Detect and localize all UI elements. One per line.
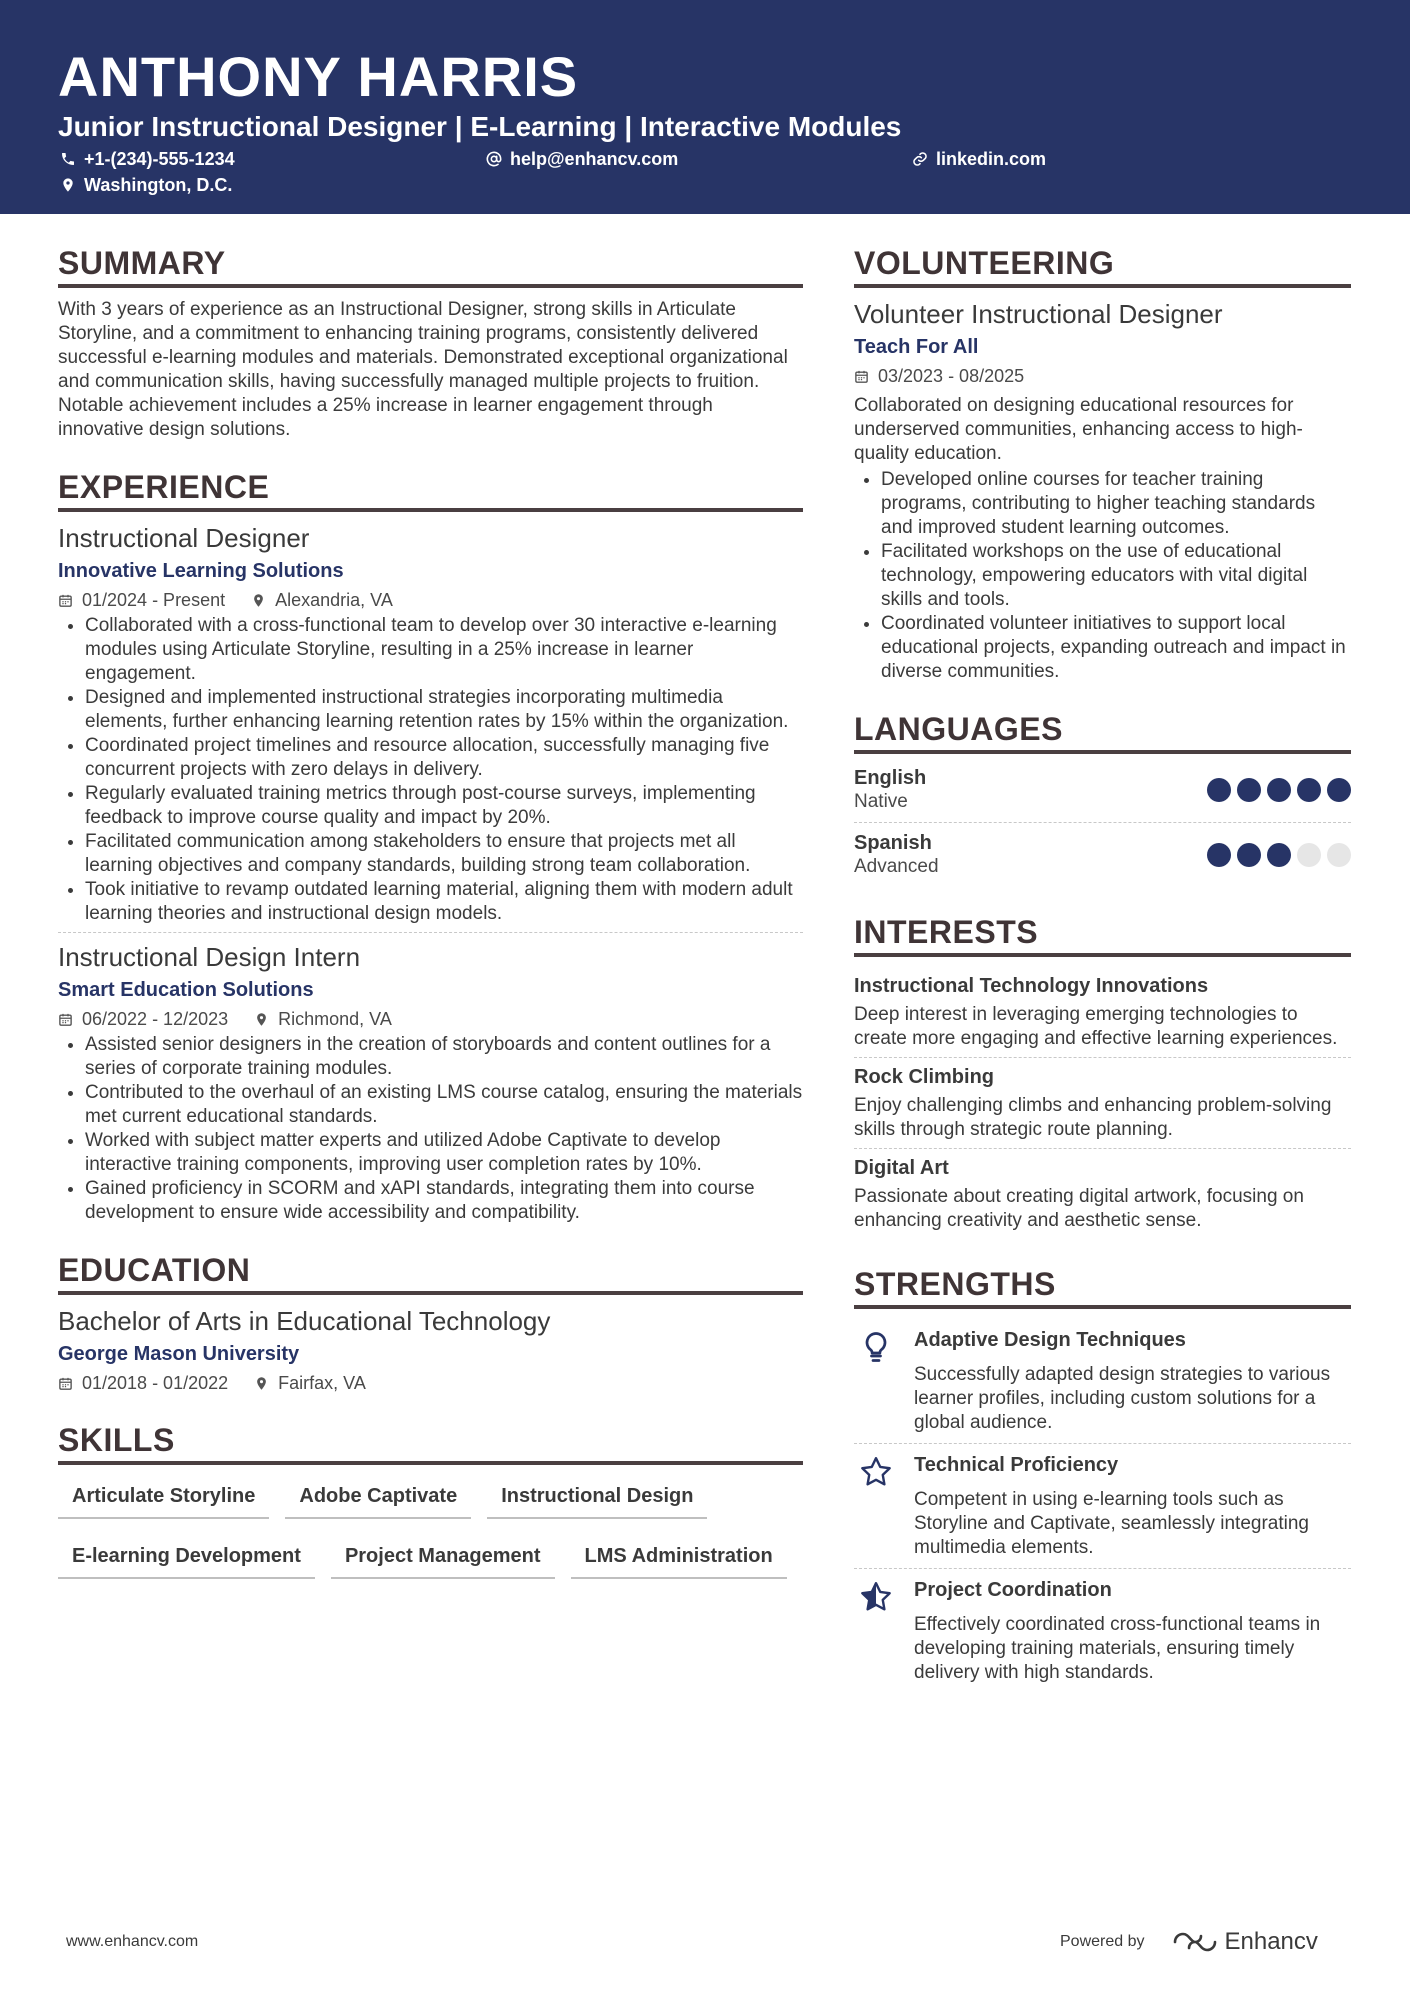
- summary-heading: SUMMARY: [58, 244, 803, 288]
- education-meta: [58, 1371, 803, 1395]
- degree-title: Bachelor of Arts in Educational Technology: [58, 1306, 551, 1336]
- company-name: Smart Education Solutions: [58, 979, 314, 1001]
- interest-item: [854, 967, 1351, 1057]
- strength-description: Competent in using e-learning tools such as Storyline and Captivate, seamlessly integrating multimedia elements.: [914, 1489, 1309, 1558]
- location-pin-icon: [60, 177, 76, 193]
- skill-tag: Instructional Design: [487, 1475, 707, 1519]
- language-row: [854, 822, 1351, 887]
- rating-dot-empty: [1297, 843, 1321, 867]
- summary-text: With 3 years of experience as an Instructional Designer, strong skills in Articulate Storyline, and a commitment to enhancing training programs, consistently delivered successful e-learning modules and materials. Demonstrated exceptional organizational and communication skills, having successfully managed multiple projects to fruition. Notable achievement includes a 25% increase in learner engagement through innovative design solutions.: [58, 299, 788, 440]
- left-column: [58, 244, 803, 1621]
- rating-dot-filled: [1267, 778, 1291, 802]
- contact-email[interactable]: [486, 148, 678, 170]
- job-bullet: • Assisted senior designers in the creation of storyboards and content outlines for a series of corporate training modules.: [85, 1033, 803, 1081]
- strength-icon-wrap: [854, 1577, 914, 1685]
- education-location: [254, 1371, 366, 1395]
- powered-by-text: Powered by: [1060, 1933, 1145, 1950]
- volunteer-bullet: • Developed online courses for teacher training programs, contributing to higher teaching standards and improved student learning outcomes.: [881, 468, 1351, 540]
- job-location: [254, 1007, 392, 1031]
- strength-item: [854, 1319, 1351, 1443]
- lightbulb-icon: [858, 1329, 894, 1365]
- volunteer-bullet: • Facilitated workshops on the use of educational technology, empowering educators with vital digital skills and tools.: [881, 540, 1351, 612]
- strength-description: Effectively coordinated cross-functional teams in developing training materials, ensuring timely delivery with high standards.: [914, 1614, 1321, 1683]
- interests-section: [854, 913, 1351, 1239]
- job-bullet: • Regularly evaluated training metrics through post-course surveys, implementing feedback to improve course quality and impact by 20%.: [85, 782, 803, 830]
- job-location: [251, 588, 393, 612]
- strengths-heading: STRENGTHS: [854, 1265, 1351, 1309]
- job-bullet: • Contributed to the overhaul of an existing LMS course catalog, ensuring the materials met current educational standards.: [85, 1081, 803, 1129]
- job-title: Instructional Design Intern: [58, 942, 361, 972]
- interest-description: Passionate about creating digital artwork, focusing on enhancing creativity and aesthetic sense.: [854, 1186, 1304, 1231]
- experience-section: [58, 468, 803, 1225]
- strength-icon-wrap: [854, 1452, 914, 1560]
- volunteer-description: Collaborated on designing educational resources for underserved communities, enhancing access to high-quality education.: [854, 395, 1303, 464]
- strengths-section: [854, 1265, 1351, 1693]
- resume-header: [0, 0, 1410, 214]
- volunteering-section: [854, 244, 1351, 684]
- calendar-icon: [58, 593, 73, 608]
- language-rating: [1201, 843, 1351, 867]
- job-dates-text: 01/2024 - Present: [82, 590, 226, 610]
- experience-heading: EXPERIENCE: [58, 468, 803, 512]
- skill-tag: Articulate Storyline: [58, 1475, 269, 1519]
- email-text: help@enhancv.com: [510, 149, 679, 169]
- strength-title: Adaptive Design Techniques: [914, 1329, 1186, 1351]
- interest-title: Digital Art: [854, 1157, 949, 1179]
- job-bullet: • Took initiative to revamp outdated learning material, aligning them with modern adult learning theories and instructional design models.: [85, 878, 803, 926]
- skill-tag: Adobe Captivate: [285, 1475, 471, 1519]
- rating-dot-filled: [1237, 843, 1261, 867]
- rating-dot-filled: [1237, 778, 1261, 802]
- contact-location: [60, 174, 232, 196]
- strength-item: [854, 1568, 1351, 1693]
- education-heading: EDUCATION: [58, 1251, 803, 1295]
- skill-tag: E-learning Development: [58, 1535, 315, 1579]
- location-pin-icon: [254, 1012, 269, 1027]
- job-meta: [58, 1007, 803, 1031]
- job-bullet: • Coordinated project timelines and resource allocation, successfully managing five concurrent projects with zero delays in delivery.: [85, 734, 803, 782]
- link-icon: [912, 151, 928, 167]
- job-bullet: • Gained proficiency in SCORM and xAPI standards, integrating them into course development to ensure wide accessibility and compatibility.: [85, 1177, 803, 1225]
- candidate-tagline: Junior Instructional Designer | E-Learning | Interactive Modules: [58, 111, 902, 142]
- company-name: Innovative Learning Solutions: [58, 560, 344, 582]
- job-bullet: • Facilitated communication among stakeholders to ensure that projects met all learning objectives and company standards, building strong team collaboration.: [85, 830, 803, 878]
- location-text: Washington, D.C.: [84, 175, 233, 195]
- job-dates: [58, 1007, 228, 1031]
- language-level: Native: [854, 791, 908, 812]
- candidate-name: ANTHONY HARRIS: [58, 45, 579, 108]
- skills-section: [58, 1421, 803, 1595]
- brand-logo[interactable]: [1171, 1928, 1318, 1956]
- volunteer-dates-text: 03/2023 - 08/2025: [878, 366, 1025, 386]
- job-bullet: • Collaborated with a cross-functional team to develop over 30 interactive e-learning modules using Articulate Storyline, resulting in a 25% increase in learner engagement.: [85, 614, 803, 686]
- interest-title: Rock Climbing: [854, 1066, 995, 1088]
- footer-branding: [1060, 1928, 1318, 1956]
- interest-description: Enjoy challenging climbs and enhancing problem-solving skills through strategic route planning.: [854, 1095, 1332, 1140]
- job-bullets: [58, 614, 803, 926]
- summary-section: [58, 244, 803, 442]
- location-pin-icon: [254, 1376, 269, 1391]
- star-half-icon: [858, 1579, 894, 1615]
- linkedin-text: linkedin.com: [936, 149, 1047, 169]
- calendar-icon: [58, 1012, 73, 1027]
- volunteer-org: Teach For All: [854, 336, 979, 358]
- strength-title: Technical Proficiency: [914, 1454, 1119, 1476]
- rating-dot-filled: [1207, 843, 1231, 867]
- languages-section: [854, 710, 1351, 887]
- strength-description: Successfully adapted design strategies to various learner profiles, including custom solutions for a global audience.: [914, 1364, 1331, 1433]
- calendar-icon: [854, 369, 869, 384]
- right-column: [854, 244, 1351, 1719]
- skill-tag: LMS Administration: [571, 1535, 787, 1579]
- contact-phone[interactable]: [60, 148, 235, 170]
- job-bullets: [58, 1033, 803, 1225]
- skills-heading: SKILLS: [58, 1421, 803, 1465]
- language-name: Spanish: [854, 832, 932, 854]
- phone-text: +1-(234)-555-1234: [84, 149, 235, 169]
- strength-title: Project Coordination: [914, 1579, 1112, 1601]
- job-location-text: Richmond, VA: [278, 1009, 392, 1029]
- rating-dot-filled: [1297, 778, 1321, 802]
- experience-entry: [58, 522, 803, 926]
- interest-title: Instructional Technology Innovations: [854, 975, 1209, 997]
- rating-dot-filled: [1267, 843, 1291, 867]
- rating-dot-empty: [1327, 843, 1351, 867]
- job-location-text: Alexandria, VA: [275, 590, 393, 610]
- language-level: Advanced: [854, 856, 939, 877]
- language-row: [854, 764, 1351, 822]
- job-title: Instructional Designer: [58, 523, 310, 553]
- rating-dot-filled: [1207, 778, 1231, 802]
- entry-divider: [58, 932, 803, 933]
- skill-tag: Project Management: [331, 1535, 555, 1579]
- job-meta: [58, 588, 803, 612]
- strength-item: [854, 1443, 1351, 1568]
- education-section: [58, 1251, 803, 1395]
- volunteer-meta: [854, 364, 1351, 388]
- at-sign-icon: [486, 151, 502, 167]
- contact-linkedin[interactable]: [912, 148, 1046, 170]
- interest-item: [854, 1148, 1351, 1239]
- calendar-icon: [58, 1376, 73, 1391]
- education-location-text: Fairfax, VA: [278, 1373, 366, 1393]
- footer-website[interactable]: www.enhancv.com: [66, 1933, 199, 1950]
- job-bullet: • Worked with subject matter experts and utilized Adobe Captivate to develop interactive training components, improving user completion rates by 10%.: [85, 1129, 803, 1177]
- job-bullet: • Designed and implemented instructional strategies incorporating multimedia elements, further enhancing learning retention rates by 15% within the organization.: [85, 686, 803, 734]
- interest-item: [854, 1057, 1351, 1148]
- strength-icon-wrap: [854, 1327, 914, 1435]
- interest-description: Deep interest in leveraging emerging technologies to create more engaging and effective learning experiences.: [854, 1004, 1338, 1049]
- volunteer-bullets: [854, 468, 1351, 684]
- experience-entry: [58, 941, 803, 1225]
- language-rating: [1201, 778, 1351, 802]
- phone-icon: [60, 151, 76, 167]
- volunteer-dates: [854, 364, 1024, 388]
- enhancv-logo-icon: [1171, 1929, 1219, 1955]
- brand-name: Enhancv: [1224, 1928, 1318, 1955]
- rating-dot-filled: [1327, 778, 1351, 802]
- job-dates-text: 06/2022 - 12/2023: [82, 1009, 229, 1029]
- volunteering-heading: VOLUNTEERING: [854, 244, 1351, 288]
- volunteer-bullet: • Coordinated volunteer initiatives to support local educational projects, expanding outreach and impact in diverse communities.: [881, 612, 1351, 684]
- location-pin-icon: [251, 593, 266, 608]
- school-name: George Mason University: [58, 1343, 300, 1365]
- volunteer-role: Volunteer Instructional Designer: [854, 299, 1223, 329]
- education-dates: [58, 1371, 228, 1395]
- interests-heading: INTERESTS: [854, 913, 1351, 957]
- star-outline-icon: [858, 1454, 894, 1490]
- language-name: English: [854, 767, 927, 789]
- languages-heading: LANGUAGES: [854, 710, 1351, 754]
- job-dates: [58, 588, 225, 612]
- education-dates-text: 01/2018 - 01/2022: [82, 1373, 229, 1393]
- skills-list: [58, 1475, 803, 1595]
